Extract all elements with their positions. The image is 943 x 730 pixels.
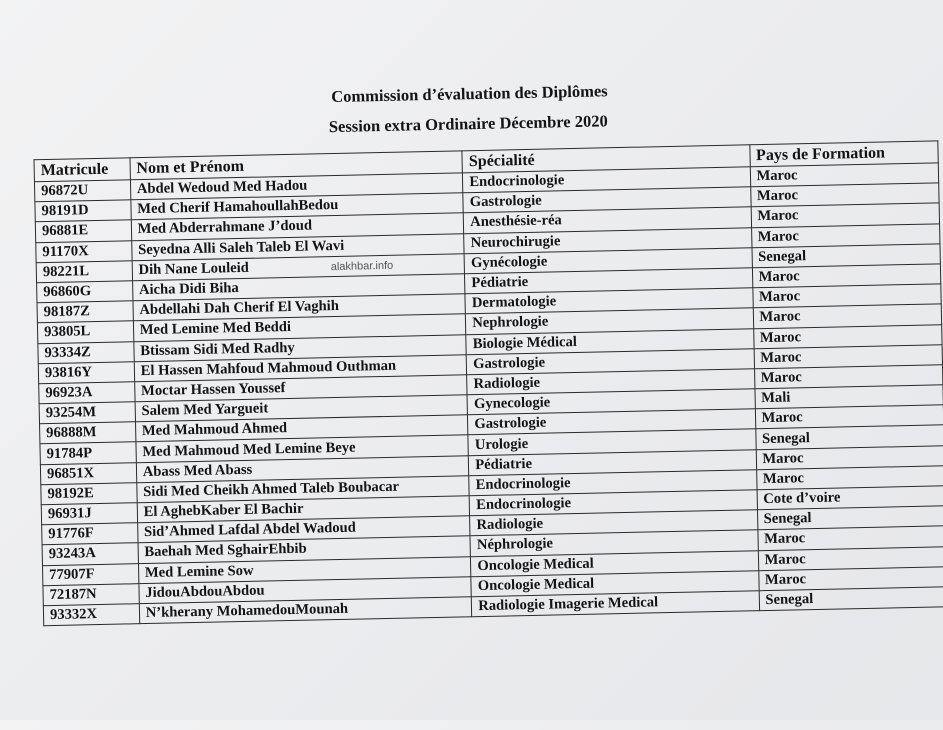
cell-country: Maroc <box>754 365 943 389</box>
cell-specialty: Endocrinologie <box>463 167 751 193</box>
cell-specialty: Anesthésie-réa <box>464 207 752 233</box>
cell-name: Aicha Didi Biha <box>132 274 465 301</box>
column-header-matricule: Matricule <box>34 158 130 182</box>
cell-specialty: Pédiatrie <box>469 449 757 475</box>
cell-specialty: Nephrologie <box>466 308 754 334</box>
cell-name: Med Lemine Sow <box>138 556 471 583</box>
cell-name: El AghebKaber El Bachir <box>137 496 470 523</box>
cell-country: Maroc <box>751 223 940 247</box>
cell-specialty: Neurochirugie <box>464 227 752 253</box>
column-header-specialty: Spécialité <box>462 145 750 173</box>
cell-name: Med Cherif HamahoullahBedou <box>131 193 464 220</box>
cell-name: Abdellahi Dah Cherif El Vaghih <box>133 294 466 321</box>
cell-country: Maroc <box>750 183 939 207</box>
cell-specialty: Urologie <box>468 429 756 455</box>
column-header-country: Pays de Formation <box>749 141 938 167</box>
cell-country: Maroc <box>756 466 943 490</box>
cell-name: Med Mahmoud Ahmed <box>135 415 468 442</box>
cell-country: Maroc <box>750 163 939 187</box>
cell-specialty: Pédiatrie <box>465 268 753 294</box>
table-body <box>34 163 943 626</box>
cell-name: Med Mahmoud Med Lemine Beye <box>136 435 469 462</box>
cell-matricule: 98221L <box>36 261 132 283</box>
results-table <box>33 140 943 626</box>
watermark-text: alakhbar.info <box>330 259 394 274</box>
cell-country: Maroc <box>753 304 942 328</box>
cell-country: Mali <box>754 385 943 409</box>
cell-country: Maroc <box>756 445 943 469</box>
cell-specialty: Radiologie Imagerie Medical <box>472 591 760 617</box>
cell-name: N’kherany MohamedouMounah <box>139 597 472 624</box>
cell-matricule: 96881E <box>35 220 131 242</box>
cell-name: Seyedna Alli Saleh Taleb El Wavi <box>131 233 464 260</box>
cell-matricule: 98187Z <box>37 301 133 323</box>
cell-name: Sid’Ahmed Lafdal Abdel Wadoud <box>137 516 470 543</box>
cell-specialty: Biologie Médical <box>466 328 754 354</box>
cell-specialty: Néphrologie <box>470 530 758 556</box>
cell-matricule: 96888M <box>40 422 136 444</box>
cell-name: Salem Med Yargueit <box>135 395 468 422</box>
cell-name: JidouAbdouAbdou <box>139 576 472 603</box>
cell-matricule: 91784P <box>40 442 136 464</box>
cell-name: Med Abderrahmane J’doud <box>131 213 464 240</box>
cell-name: Med Lemine Med Beddi <box>133 314 466 341</box>
cell-matricule: 96860G <box>37 281 133 303</box>
cell-country: Cote d’voire <box>757 486 943 510</box>
document-title: Commission d’évaluation des Diplômes <box>331 81 608 107</box>
cell-country: Maroc <box>758 546 943 570</box>
cell-specialty: Dermatologie <box>465 288 753 314</box>
cell-country: Senegal <box>759 587 943 611</box>
cell-name: Abdel Wedoud Med Hadou <box>130 173 463 200</box>
cell-specialty: Gynécologie <box>464 248 752 274</box>
cell-specialty: Oncologie Medical <box>471 570 759 596</box>
cell-name: Btissam Sidi Med Radhy <box>134 334 467 361</box>
cell-name: El Hassen Mahfoud Mahmoud Outhman <box>134 354 467 381</box>
cell-country: Senegal <box>757 506 943 530</box>
cell-specialty: Radiologie <box>470 510 758 536</box>
cell-matricule: 96923A <box>39 382 135 404</box>
cell-matricule: 77907F <box>42 563 138 585</box>
cell-specialty: Oncologie Medical <box>471 550 759 576</box>
cell-specialty: Gynecologie <box>467 389 755 415</box>
cell-matricule: 93334Z <box>38 341 134 363</box>
cell-country: Maroc <box>754 345 943 369</box>
cell-country: Maroc <box>751 203 940 227</box>
cell-name: Baehah Med SghairEhbib <box>138 536 471 563</box>
cell-country: Senegal <box>752 244 941 268</box>
cell-matricule: 96851X <box>40 462 136 484</box>
cell-country: Maroc <box>758 567 943 591</box>
cell-matricule: 98191D <box>35 200 131 222</box>
cell-matricule: 93332X <box>43 604 139 626</box>
document-subtitle: Session extra Ordinaire Décembre 2020 <box>328 111 608 137</box>
cell-country: Maroc <box>757 526 943 550</box>
cell-matricule: 72187N <box>43 583 139 605</box>
cell-specialty: Endocrinologie <box>469 470 757 496</box>
cell-name: Moctar Hassen Youssef <box>134 375 467 402</box>
cell-matricule: 91776F <box>42 523 138 545</box>
cell-specialty: Endocrinologie <box>469 490 757 516</box>
cell-matricule: 96872U <box>34 180 130 202</box>
cell-matricule: 96931J <box>41 503 137 525</box>
cell-specialty: Gastrologie <box>468 409 756 435</box>
cell-specialty: Gastrologie <box>463 187 751 213</box>
column-header-name: Nom et Prénom <box>130 151 463 180</box>
cell-matricule: 93254M <box>39 402 135 424</box>
cell-country: Maroc <box>753 324 942 348</box>
cell-matricule: 98192E <box>41 483 137 505</box>
cell-name: Dih Nane Louleid <box>132 254 465 281</box>
cell-country: Maroc <box>752 284 941 308</box>
cell-matricule: 93805L <box>37 321 133 343</box>
cell-country: Maroc <box>755 405 943 429</box>
cell-matricule: 91170X <box>36 240 132 262</box>
cell-specialty: Radiologie <box>467 369 755 395</box>
cell-name: Sidi Med Cheikh Ahmed Taleb Boubacar <box>137 476 470 503</box>
cell-country: Senegal <box>755 425 943 449</box>
cell-matricule: 93816Y <box>38 361 134 383</box>
cell-country: Maroc <box>752 264 941 288</box>
cell-name: Abass Med Abass <box>136 455 469 482</box>
cell-matricule: 93243A <box>42 543 138 565</box>
cell-specialty: Gastrologie <box>466 348 754 374</box>
